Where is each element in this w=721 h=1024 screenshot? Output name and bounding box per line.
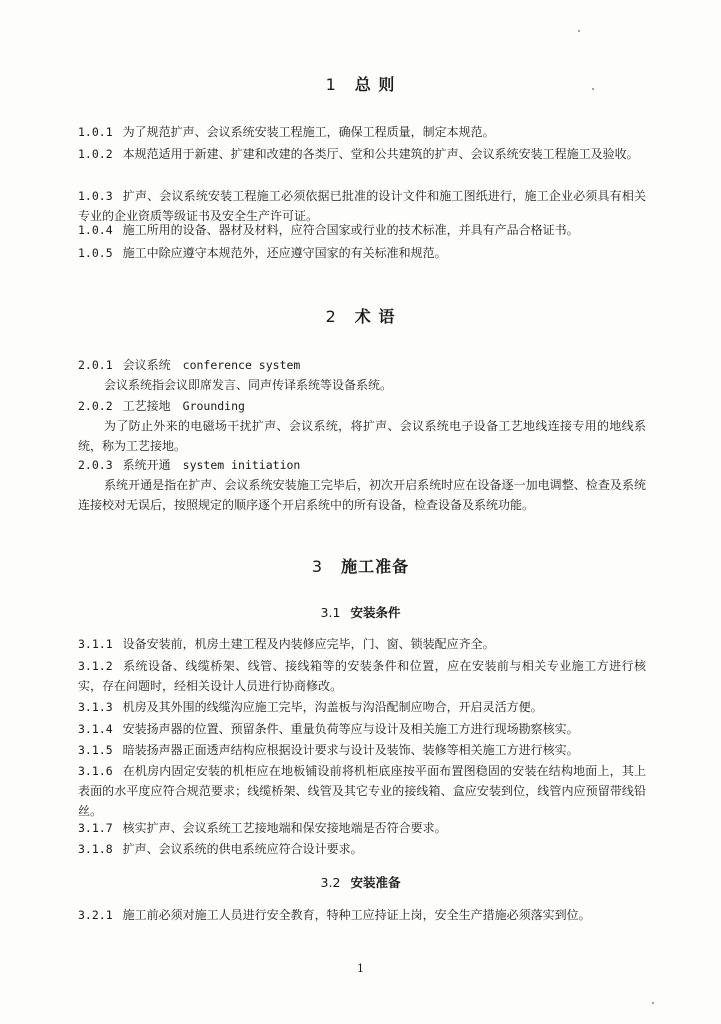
clause-number: 3.1.4 — [78, 722, 113, 736]
term-name: 工艺接地 — [122, 399, 171, 413]
clause-text: 施工所用的设备、器材及材料，应符合国家或行业的技术标准，并具有产品合格证书。 — [122, 223, 579, 237]
clause-text: 设备安装前，机房土建工程及内装修应完毕，门、窗、锁装配应齐全。 — [122, 637, 495, 651]
section-title: 安装条件 — [350, 605, 401, 620]
page-number: 1 — [357, 962, 364, 975]
chapter-3-heading — [0, 554, 721, 577]
clause-text: 在机房内固定安装的机柜应在地板铺设前将机柜底座按平面布置图稳固的安装在结构地面上，其上表面的水平度应符合规范要求；线缆桥架、线管及其它专业的接线箱、盒应安装到位，线管内应预留带线铅丝。 — [78, 764, 646, 818]
clause-number: 3.1.1 — [78, 637, 113, 651]
scan-speck — [578, 30, 580, 32]
term-number: 2.0.2 — [78, 399, 113, 413]
clause-3-1-4 — [78, 719, 646, 739]
term-english: conference system — [182, 358, 301, 372]
clause-number: 1.0.4 — [78, 223, 113, 237]
chapter-number: 1 — [325, 75, 337, 94]
term-name: 会议系统 — [122, 358, 171, 372]
section-number: 3.1 — [320, 605, 341, 620]
term-definition: 会议系统指会议即席发言、同声传译系统等设备系统。 — [104, 378, 393, 392]
clause-text: 施工中除应遵守本规范外，还应遵守国家的有关标准和规范。 — [122, 246, 447, 260]
term-2-0-2 — [78, 396, 646, 456]
clause-text: 为了规范扩声、会议系统安装工程施工，确保工程质量，制定本规范。 — [122, 125, 495, 139]
clause-text: 核实扩声、会议系统工艺接地端和保安接地端是否符合要求。 — [122, 821, 447, 835]
chapter-number: 3 — [311, 557, 324, 576]
section-3-1-heading — [0, 603, 721, 621]
term-number: 2.0.1 — [78, 358, 113, 372]
clause-number: 3.1.8 — [78, 842, 113, 856]
clause-3-2-1 — [78, 905, 646, 925]
clause-3-1-8 — [78, 839, 646, 859]
chapter-title: 施工准备 — [341, 557, 410, 576]
clause-3-1-5 — [78, 740, 646, 760]
chapter-2-heading — [0, 304, 721, 327]
clause-text: 系统设备、线缆桥架、线管、接线箱等的安装条件和位置，应在安装前与相关专业施工方进行核实，存在问题时，经相关设计人员进行协商修改。 — [78, 659, 646, 693]
chapter-title: 术 语 — [354, 307, 396, 326]
clause-text: 扩声、会议系统安装工程施工必须依据已批准的设计文件和施工图纸进行，施工企业必须具有相关专业的企业资质等级证书及安全生产许可证。 — [78, 189, 646, 223]
clause-1-0-2 — [78, 144, 646, 164]
clause-1-0-4 — [78, 220, 646, 240]
clause-1-0-5 — [78, 243, 646, 263]
term-definition: 为了防止外来的电磁场干扰扩声、会议系统，将扩声、会议系统电子设备工艺地线连接专用的地线系统，称为工艺接地。 — [78, 419, 646, 453]
term-2-0-1 — [78, 355, 646, 395]
clause-3-1-7 — [78, 818, 646, 838]
clause-text: 机房及其外围的线缆沟应施工完毕，沟盖板与沟沿配制应吻合，开启灵活方便。 — [122, 700, 543, 714]
term-definition: 系统开通是指在扩声、会议系统安装施工完毕后，初次开启系统时应在设备逐一加电调整、检查及系统连接校对无误后，按照规定的顺序逐个开启系统中的所有设备，检查设备及系统功能。 — [78, 478, 646, 512]
section-3-2-heading — [0, 873, 721, 891]
scan-speck — [652, 1002, 654, 1004]
section-number: 3.2 — [320, 875, 341, 890]
clause-number: 1.0.5 — [78, 246, 113, 260]
clause-3-1-2 — [78, 656, 646, 696]
clause-text: 暗装扬声器正面透声结构应根据设计要求与设计及装饰、装修等相关施工方进行核实。 — [122, 743, 579, 757]
clause-text: 施工前必须对施工人员进行安全教育，特种工应持证上岗，安全生产措施必须落实到位。 — [122, 908, 591, 922]
clause-number: 1.0.2 — [78, 147, 113, 161]
term-number: 2.0.3 — [78, 458, 113, 472]
clause-1-0-1 — [78, 122, 646, 142]
clause-number: 3.1.5 — [78, 743, 113, 757]
clause-text: 扩声、会议系统的供电系统应符合设计要求。 — [122, 842, 363, 856]
clause-number: 3.1.6 — [78, 764, 113, 778]
chapter-title: 总 则 — [354, 75, 396, 94]
clause-number: 3.1.3 — [78, 700, 113, 714]
clause-number: 3.1.2 — [78, 659, 113, 673]
clause-number: 3.2.1 — [78, 908, 113, 922]
term-2-0-3 — [78, 455, 646, 515]
clause-number: 1.0.3 — [78, 189, 113, 203]
clause-text: 本规范适用于新建、扩建和改建的各类厅、堂和公共建筑的扩声、会议系统安装工程施工及验收。 — [122, 147, 639, 161]
term-english: Grounding — [182, 399, 245, 413]
term-english: system initiation — [182, 458, 301, 472]
clause-3-1-3 — [78, 697, 646, 717]
scan-speck — [592, 88, 594, 90]
chapter-1-heading — [0, 72, 721, 95]
term-name: 系统开通 — [122, 458, 171, 472]
clause-text: 安装扬声器的位置、预留条件、重量负荷等应与设计及相关施工方进行现场勘察核实。 — [122, 722, 579, 736]
clause-3-1-6 — [78, 761, 646, 821]
section-title: 安装准备 — [350, 875, 401, 890]
chapter-number: 2 — [325, 307, 337, 326]
clause-3-1-1 — [78, 634, 646, 654]
clause-number: 3.1.7 — [78, 821, 113, 835]
clause-number: 1.0.1 — [78, 125, 113, 139]
